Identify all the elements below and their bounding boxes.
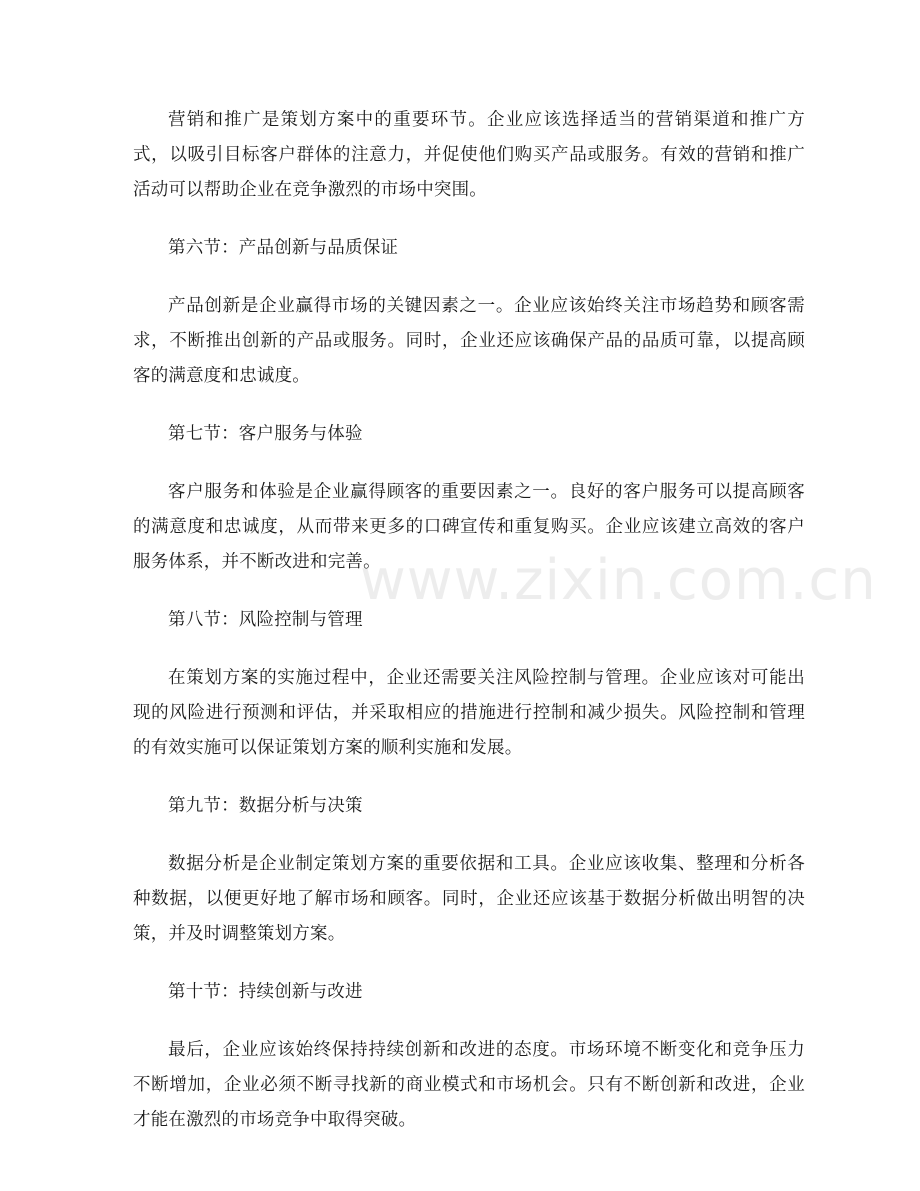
document-body bbox=[133, 103, 805, 1161]
paragraph-marketing: 营销和推广是策划方案中的重要环节。企业应该选择适当的营销渠道和推广方式，以吸引目标客户群体的注意力，并促使他们购买产品或服务。有效的营销和推广活动可以帮助企业在竞争激烈的市场中突围。 bbox=[133, 110, 805, 200]
section-heading-10: 第十节：持续创新与改进 bbox=[168, 982, 363, 1002]
paragraph-data-analysis: 数据分析是企业制定策划方案的重要依据和工具。企业应该收集、整理和分析各种数据，以便更好地了解市场和顾客。同时，企业还应该基于数据分析做出明智的决策，并及时调整策划方案。 bbox=[133, 854, 805, 944]
paragraph-continuous-innovation: 最后，企业应该始终保持持续创新和改进的态度。市场环境不断变化和竞争压力不断增加，企业必须不断寻找新的商业模式和市场机会。只有不断创新和改进，企业才能在激烈的市场竞争中取得突破。 bbox=[133, 1040, 805, 1130]
section-heading-9: 第九节：数据分析与决策 bbox=[168, 796, 363, 816]
paragraph-product-innovation: 产品创新是企业赢得市场的关键因素之一。企业应该始终关注市场趋势和顾客需求，不断推出创新的产品或服务。同时，企业还应该确保产品的品质可靠，以提高顾客的满意度和忠诚度。 bbox=[133, 296, 805, 386]
section-heading-7: 第七节：客户服务与体验 bbox=[168, 424, 363, 444]
section-heading-6: 第六节：产品创新与品质保证 bbox=[168, 238, 399, 258]
section-heading-8: 第八节：风险控制与管理 bbox=[168, 610, 363, 630]
paragraph-risk-control: 在策划方案的实施过程中，企业还需要关注风险控制与管理。企业应该对可能出现的风险进行预测和评估，并采取相应的措施进行控制和减少损失。风险控制和管理的有效实施可以保证策划方案的顺利实施和发展。 bbox=[133, 668, 805, 758]
watermark: www.zixin.com.cn bbox=[360, 548, 877, 613]
paragraph-customer-service: 客户服务和体验是企业赢得顾客的重要因素之一。良好的客户服务可以提高顾客的满意度和忠诚度，从而带来更多的口碑宣传和重复购买。企业应该建立高效的客户服务体系，并不断改进和完善。 bbox=[133, 482, 805, 572]
